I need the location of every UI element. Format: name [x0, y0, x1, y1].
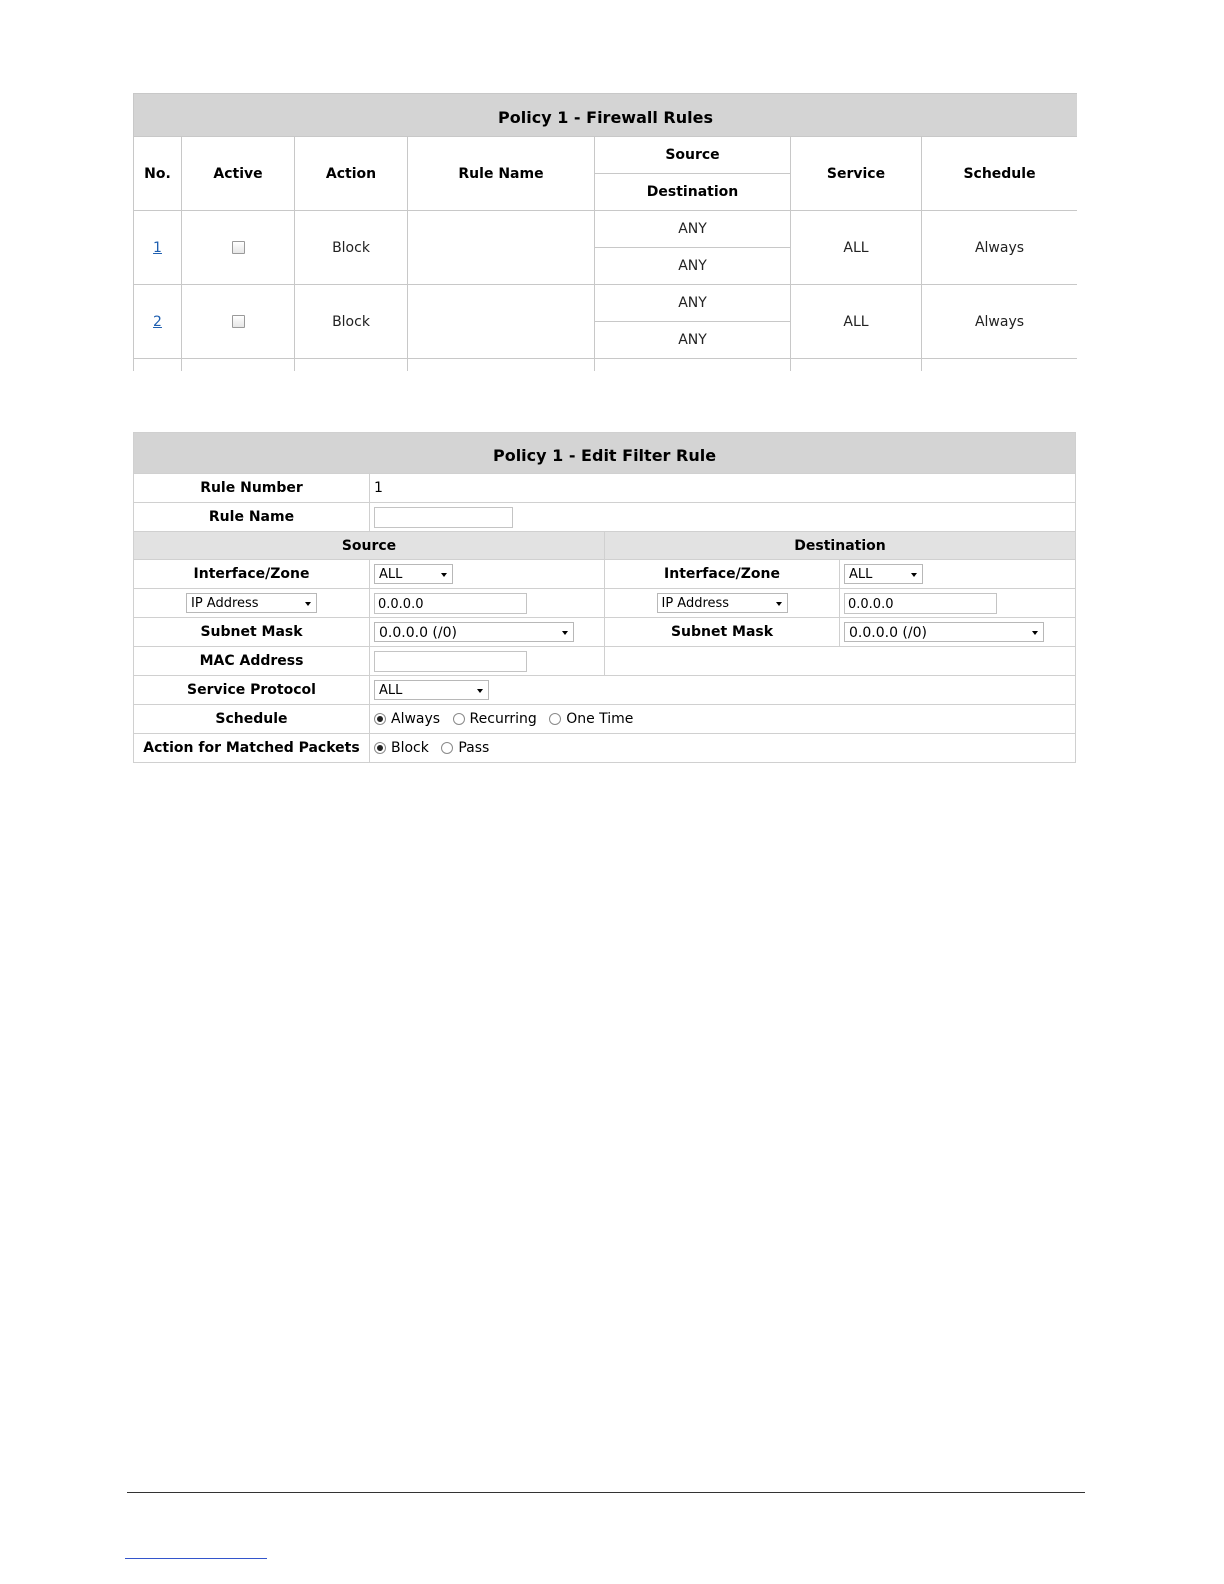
action-option-block[interactable]: Block: [374, 740, 429, 756]
firewall-rules-panel: [133, 93, 1077, 371]
radio-icon[interactable]: [453, 713, 465, 725]
destination-ip-input[interactable]: 0.0.0.0: [844, 593, 997, 614]
col-header-source: Source: [595, 137, 791, 174]
source-interface-label: Interface/Zone: [134, 560, 370, 589]
active-checkbox[interactable]: [232, 315, 245, 328]
action-cell: Block: [295, 211, 408, 285]
col-header-rule-name: Rule Name: [408, 137, 595, 211]
mac-address-input[interactable]: [374, 651, 527, 672]
source-address-type-select[interactable]: IP Address: [186, 593, 317, 613]
destination-subnet-mask-label: Subnet Mask: [605, 618, 840, 647]
schedule-option-always[interactable]: Always: [374, 711, 440, 727]
mac-address-label: MAC Address: [134, 647, 370, 676]
table-row: [134, 285, 1078, 322]
service-protocol-label: Service Protocol: [134, 676, 370, 705]
chevron-down-icon: [776, 602, 782, 606]
destination-cell: ANY: [595, 322, 791, 359]
table-row: [134, 211, 1078, 248]
radio-selected-icon[interactable]: [374, 713, 386, 725]
rule-number-value: 1: [370, 474, 1076, 503]
edit-filter-rule-title: Policy 1 - Edit Filter Rule: [134, 433, 1076, 474]
chevron-down-icon: [305, 602, 311, 606]
rule-number-cell: [134, 211, 182, 285]
schedule-cell: Always: [922, 285, 1078, 359]
source-section-header: Source: [134, 532, 605, 560]
rule-number-link[interactable]: 1: [153, 239, 162, 256]
rule-name-cell: [408, 285, 595, 359]
schedule-cell: Always: [922, 211, 1078, 285]
radio-icon[interactable]: [441, 742, 453, 754]
firewall-rules-table: [133, 93, 1077, 371]
col-header-destination: Destination: [595, 174, 791, 211]
action-radio-group: [370, 734, 1076, 763]
active-checkbox[interactable]: [232, 241, 245, 254]
destination-section-header: Destination: [605, 532, 1076, 560]
rule-name-cell: [408, 211, 595, 285]
firewall-rules-title: Policy 1 - Firewall Rules: [134, 94, 1078, 137]
rule-name-label: Rule Name: [134, 503, 370, 532]
schedule-label: Schedule: [134, 705, 370, 734]
edit-filter-rule-table: [133, 432, 1076, 763]
schedule-option-one-time[interactable]: One Time: [549, 711, 633, 727]
service-cell: ALL: [791, 285, 922, 359]
schedule-radio-group: [370, 705, 1076, 734]
service-protocol-select[interactable]: ALL: [374, 680, 489, 700]
destination-subnet-mask-select[interactable]: 0.0.0.0 (/0): [844, 622, 1044, 642]
destination-address-type-select[interactable]: IP Address: [657, 593, 788, 613]
col-header-schedule: Schedule: [922, 137, 1078, 211]
footer-divider: [127, 1492, 1085, 1493]
footnote-link-line: [125, 1558, 267, 1559]
service-cell: ALL: [791, 211, 922, 285]
source-interface-select[interactable]: ALL: [374, 564, 453, 584]
source-subnet-mask-label: Subnet Mask: [134, 618, 370, 647]
destination-interface-select[interactable]: ALL: [844, 564, 923, 584]
col-header-service: Service: [791, 137, 922, 211]
source-cell: ANY: [595, 211, 791, 248]
source-ip-input[interactable]: 0.0.0.0: [374, 593, 527, 614]
chevron-down-icon: [441, 573, 447, 577]
action-matched-packets-label: Action for Matched Packets: [134, 734, 370, 763]
source-subnet-mask-select[interactable]: 0.0.0.0 (/0): [374, 622, 574, 642]
rule-number-label: Rule Number: [134, 474, 370, 503]
chevron-down-icon: [1032, 631, 1038, 635]
active-cell: [182, 211, 295, 285]
chevron-down-icon: [911, 573, 917, 577]
chevron-down-icon: [562, 631, 568, 635]
rule-name-input[interactable]: [374, 507, 513, 528]
source-cell: ANY: [595, 285, 791, 322]
col-header-action: Action: [295, 137, 408, 211]
action-option-pass[interactable]: Pass: [441, 740, 489, 756]
rule-number-link[interactable]: 2: [153, 313, 162, 330]
col-header-active: Active: [182, 137, 295, 211]
radio-selected-icon[interactable]: [374, 742, 386, 754]
schedule-option-recurring[interactable]: Recurring: [453, 711, 537, 727]
action-cell: Block: [295, 285, 408, 359]
radio-icon[interactable]: [549, 713, 561, 725]
destination-interface-label: Interface/Zone: [605, 560, 840, 589]
destination-cell: ANY: [595, 248, 791, 285]
active-cell: [182, 285, 295, 359]
col-header-no: No.: [134, 137, 182, 211]
rule-number-cell: [134, 285, 182, 359]
chevron-down-icon: [477, 689, 483, 693]
